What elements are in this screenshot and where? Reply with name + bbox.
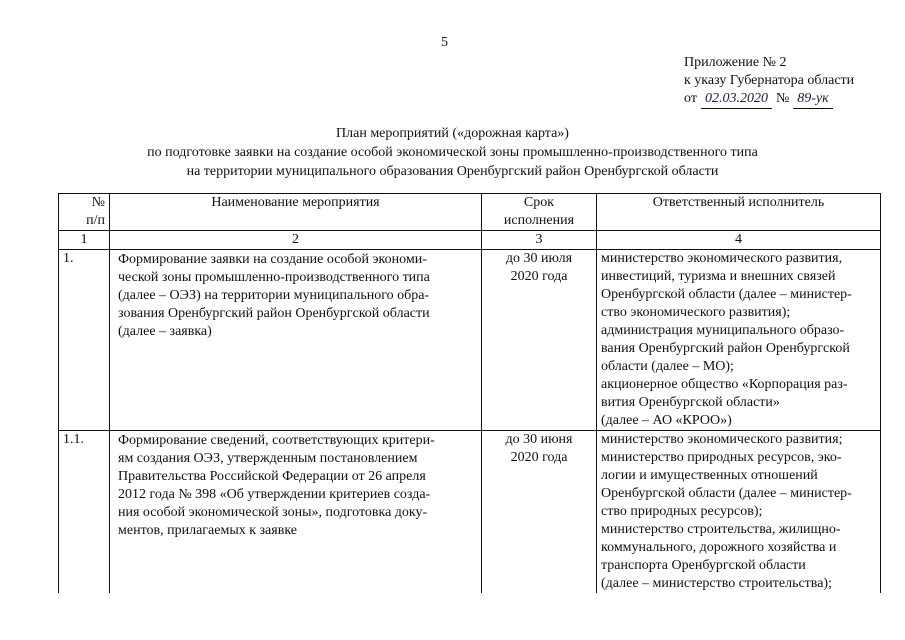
header-term-line1: Срок	[523, 195, 555, 210]
text-line: области (далее – МО);	[601, 359, 734, 374]
text-line: транспорта Оренбургской области	[601, 558, 806, 573]
number-label: №	[775, 91, 790, 106]
index-cell: 3	[482, 231, 597, 250]
text-line: ческой зоны промышленно-производственного типа	[118, 270, 430, 285]
row-name	[110, 431, 482, 594]
text-line: 2020 года	[510, 450, 568, 465]
text-line: Формирование сведений, соответствующих критери-	[118, 433, 435, 448]
text-line: администрация муниципального образо-	[601, 323, 845, 338]
text-line: ментов, прилагаемых к заявке	[118, 523, 297, 538]
header-number-line1: №	[91, 195, 105, 210]
text-line: ния особой экономической зоны», подготовка доку-	[118, 505, 428, 520]
text-line: (далее – заявка)	[118, 324, 212, 339]
row-term	[482, 431, 597, 594]
text-line: ство природных ресурсов);	[601, 504, 763, 519]
row-responsible	[597, 250, 881, 431]
table-row	[59, 431, 881, 594]
appendix-line2: к указу Губернатора области	[684, 73, 855, 88]
text-line: 2012 года № 398 «Об утверждении критериев созда-	[118, 487, 431, 502]
text-line: (далее – министерство строительства);	[601, 576, 832, 591]
table-row	[59, 250, 881, 431]
header-responsible: Ответственный исполнитель	[597, 194, 881, 231]
header-term	[482, 194, 597, 231]
from-label: от	[684, 91, 697, 106]
header-name: Наименование мероприятия	[110, 194, 482, 231]
text-line: министерство экономического развития,	[601, 251, 843, 266]
row-name	[110, 250, 482, 431]
text-line: Формирование заявки на создание особой экономи-	[118, 252, 427, 267]
appendix-line1: Приложение № 2	[684, 55, 787, 70]
text-line: министерство экономического развития;	[601, 432, 843, 447]
header-row	[59, 194, 881, 231]
title-line2: по подготовке заявки на создание особой экономической зоны промышленно-производственного типа	[147, 145, 758, 160]
text-line: министерство строительства, жилищно-	[601, 522, 841, 537]
text-line: 2020 года	[510, 269, 568, 284]
text-line: до 30 июля	[505, 251, 573, 266]
text-line: Оренбургской области (далее – министер-	[601, 486, 852, 501]
text-line: ство экономического развития);	[601, 305, 791, 320]
header-term-line2: исполнения	[503, 213, 575, 228]
index-cell: 1	[59, 231, 110, 250]
handwritten-number: 89-ук	[793, 90, 832, 109]
appendix-block	[684, 54, 854, 109]
text-line: зования Оренбургский район Оренбургской области	[118, 306, 430, 321]
row-number: 1.	[59, 250, 110, 431]
index-row	[59, 231, 881, 250]
index-cell: 2	[110, 231, 482, 250]
roadmap-table	[58, 193, 881, 593]
text-line: коммунального, дорожного хозяйства и	[601, 540, 837, 555]
text-line: (далее – ОЭЗ) на территории муниципального обра-	[118, 288, 430, 303]
text-line: логии и имущественных отношений	[601, 468, 818, 483]
text-line: министерство природных ресурсов, эко-	[601, 450, 842, 465]
text-line: Оренбургской области (далее – министер-	[601, 287, 852, 302]
text-line: вания Оренбургский район Оренбургской	[601, 341, 850, 356]
text-line: до 30 июня	[505, 432, 573, 447]
row-responsible	[597, 431, 881, 594]
row-term	[482, 250, 597, 431]
text-line: ям создания ОЭЗ, утвержденным постановлением	[118, 451, 418, 466]
text-line: (далее – АО «КРОО»)	[601, 413, 732, 428]
header-number	[59, 194, 110, 231]
header-number-line2: п/п	[86, 213, 105, 228]
row-number: 1.1.	[59, 431, 110, 594]
text-line: инвестиций, туризма и внешних связей	[601, 269, 836, 284]
page-number: 5	[441, 35, 448, 50]
text-line: вития Оренбургской области»	[601, 395, 780, 410]
appendix-signature-line	[684, 90, 854, 109]
handwritten-date: 02.03.2020	[701, 90, 772, 109]
document-title	[0, 124, 905, 181]
index-cell: 4	[597, 231, 881, 250]
text-line: акционерное общество «Корпорация раз-	[601, 377, 848, 392]
text-line: Правительства Российской Федерации от 26 апреля	[118, 469, 426, 484]
title-line1: План мероприятий («дорожная карта»)	[336, 126, 569, 141]
title-line3: на территории муниципального образования Оренбургский район Оренбургской области	[186, 164, 719, 179]
